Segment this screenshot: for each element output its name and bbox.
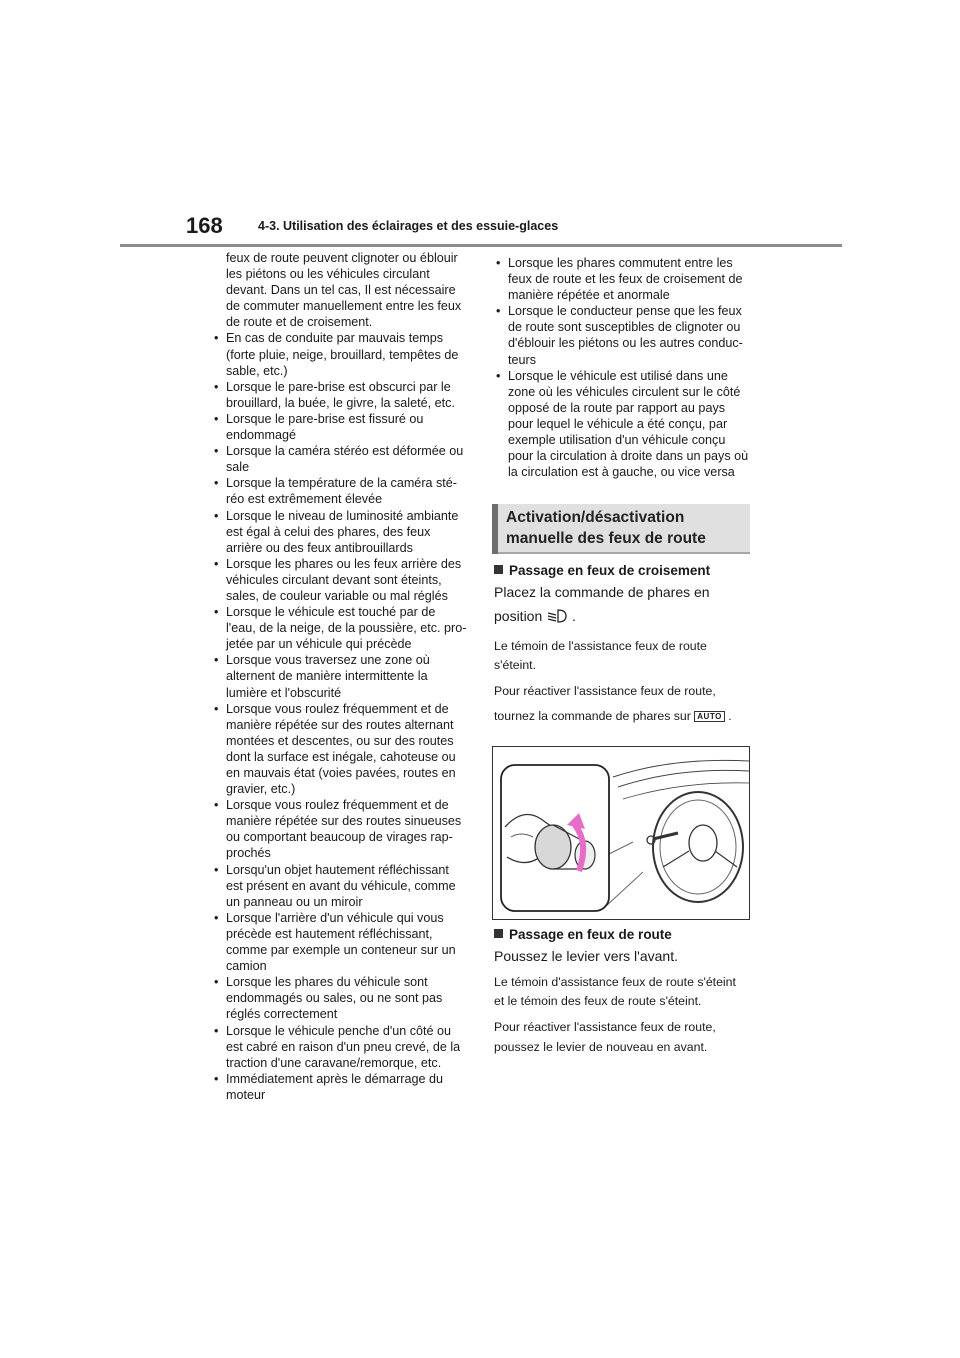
list-item [212,508,474,556]
text-line: • Lorsqu'un objet hautement réfléchissant [226,862,449,877]
punctuation: . [728,709,732,723]
text-line: teurs [508,352,536,367]
text-line: en mauvais état (voies pavées, routes en [226,766,456,780]
text-line: d'éblouir les piétons ou les autres conduc- [508,336,743,351]
punctuation: . [572,608,576,625]
text-line: gravier, etc.) [226,782,296,797]
text-line: de route et de croisement. [226,315,373,330]
text-line: • Lorsque l'arrière d'un véhicule qui vous [226,910,444,925]
text-line: est présent en avant du véhicule, comme [226,878,456,893]
text-line: • Lorsque les phares du véhicule sont [226,975,428,990]
text-line: montées et descentes, ou sur des routes [226,733,454,748]
text-line: réo est extrêmement élevée [226,492,383,507]
text-line: endommagé [226,428,297,443]
text-line: • Lorsque le pare-brise est obscurci par le [226,379,451,394]
text-line: comme par exemple un conteneur sur un [226,943,456,958]
list-item [212,862,474,910]
text-line: les piétons ou les véhicules circulant [226,267,430,282]
position-text: position [494,608,543,625]
list-item [212,379,474,411]
list-item [494,303,752,367]
text-line: camion [226,959,267,974]
text-line: un panneau ou un miroir [226,894,363,909]
list-item [212,652,474,700]
text-line: l'eau, de la neige, de la poussière, etc. pro- [226,621,467,636]
list-item [212,411,474,443]
text-line: • Immédiatement après le démarrage du [226,1071,444,1086]
left-column [212,250,474,1103]
text-line: • Lorsque le niveau de luminosité ambiante [226,508,459,523]
text-line: de route sont susceptibles de clignoter ou [508,320,741,335]
high-beam-note-line4: poussez le levier de nouveau en avant. [494,1040,708,1054]
text-line: traction d'une caravane/remorque, etc. [226,1055,442,1070]
text-line: • Lorsque vous traversez une zone où [226,653,430,668]
text-line: pour lequel le véhicule a été conçu, par [508,416,728,431]
low-beam-note-line1: Le témoin de l'assistance feux de route [494,639,707,653]
text-line: alternent de manière intermittente la [226,669,428,684]
text-line: manière répétée sur des routes sinueuses [226,814,462,829]
text-line: dont la surface est inégale, cahoteuse ou [226,749,456,764]
low-beam-title: Passage en feux de croisement [509,563,711,578]
text-line: est cabré en raison d'un pneu crevé, de la [226,1039,461,1054]
text-line: • Lorsque vous roulez fréquemment et de [226,798,449,813]
text-line: de commuter manuellement entre les feux [226,299,462,314]
text-line: • Lorsque les phares commutent entre les [508,256,733,270]
list-item [212,1023,474,1071]
text-line: arrière ou des feux antibrouillards [226,540,413,555]
note-text: tournez la commande de phares sur [494,709,691,723]
text-line: prochés [226,846,271,861]
text-line: réglés correctement [226,1007,338,1022]
list-item [212,475,474,507]
list-item [212,443,474,475]
low-beam-note-line2: s'éteint. [494,658,536,672]
headlight-switch-illustration [492,746,750,920]
low-beam-note-line4 [494,709,732,723]
text-line: manière répétée sur des routes alternant [226,717,454,732]
header-divider [120,244,842,247]
intro-paragraph [212,250,474,330]
right-column [494,255,752,480]
heading-line: Activation/désactivation [506,509,685,526]
text-line: manière répétée et anormale [508,288,670,303]
heading-line: manuelle des feux de route [506,530,706,547]
high-beam-title: Passage en feux de route [509,927,672,942]
text-line: • Lorsque la température de la caméra sté- [226,476,458,491]
text-line: • Lorsque vous roulez fréquemment et de [226,701,449,716]
text-line: pour la circulation à droite dans un pays où [508,449,749,464]
low-beam-icon [546,608,568,627]
text-line: opposé de la route par rapport au pays [508,400,726,415]
text-line: précède est hautement réfléchissant, [226,926,433,941]
text-line: feux de route peuvent clignoter ou éblouir [226,251,458,265]
page-number: 168 [186,213,223,238]
high-beam-note-line2: et le témoin des feux de route s'éteint. [494,994,702,1008]
auto-icon: AUTO [694,711,725,722]
text-line: • Lorsque le conducteur pense que les feux [508,304,742,319]
high-beam-heading [494,927,672,942]
text-line: la circulation est à gauche, ou vice versa [508,465,735,480]
text-line: • Lorsque la caméra stéréo est déformée ou [226,444,464,459]
text-line: sales, de couleur variable ou mal réglés [226,588,448,603]
condition-list-continued [494,255,752,480]
text-line: • En cas de conduite par mauvais temps [226,331,444,346]
text-line: sale [226,460,250,475]
text-line: ou comportant beaucoup de virages rap- [226,830,453,845]
text-line: lumière et l'obscurité [226,685,342,700]
text-line: feux de route et les feux de croisement de [508,272,743,287]
list-item [212,604,474,652]
heading-accent-bar [492,504,498,554]
section-heading [506,507,706,549]
square-bullet-icon [494,565,503,574]
text-line: sable, etc.) [226,363,288,378]
text-line: brouillard, la buée, le givre, la saleté, etc. [226,395,455,410]
section-title: 4-3. Utilisation des éclairages et des essuie-glaces [258,219,559,233]
text-line: jetée par un véhicule qui précède [226,637,412,652]
high-beam-note-line1: Le témoin d'assistance feux de route s'éteint [494,975,736,989]
list-item [212,701,474,798]
text-line: devant. Dans un tel cas, Il est nécessaire [226,283,456,298]
text-line: • Lorsque le véhicule penche d'un côté ou [226,1023,452,1038]
list-item [494,255,752,303]
list-item [212,974,474,1022]
text-line: zone où les véhicules circulent sur le côté [508,384,741,399]
low-beam-note-line3: Pour réactiver l'assistance feux de route, [494,684,716,698]
list-item [212,910,474,974]
text-line: • Lorsque le pare-brise est fissuré ou [226,411,424,426]
list-item [212,1071,474,1103]
high-beam-note-line3: Pour réactiver l'assistance feux de route, [494,1020,716,1034]
list-item [212,556,474,604]
text-line: exemple utilisation d'un véhicule conçu [508,433,726,448]
square-bullet-icon [494,929,503,938]
list-item [212,330,474,378]
low-beam-instruction-line2 [494,608,576,627]
text-line: est égal à celui des phares, des feux [226,524,431,539]
list-item [494,368,752,481]
low-beam-heading [494,563,710,578]
condition-list [212,330,474,1103]
section-heading-box [492,504,750,554]
text-line: endommagés ou sales, ou ne sont pas [226,991,443,1006]
text-line: (forte pluie, neige, brouillard, tempêtes de [226,347,459,362]
text-line: • Lorsque le véhicule est touché par de [226,605,436,620]
high-beam-instruction: Poussez le levier vers l'avant. [494,948,678,964]
low-beam-instruction-line1: Placez la commande de phares en [494,584,710,600]
text-line: • Lorsque les phares ou les feux arrière des [226,556,462,571]
text-line: véhicules circulant devant sont éteints, [226,572,442,587]
list-item [212,797,474,861]
text-line: • Lorsque le véhicule est utilisé dans une [508,368,728,383]
text-line: moteur [226,1087,266,1102]
